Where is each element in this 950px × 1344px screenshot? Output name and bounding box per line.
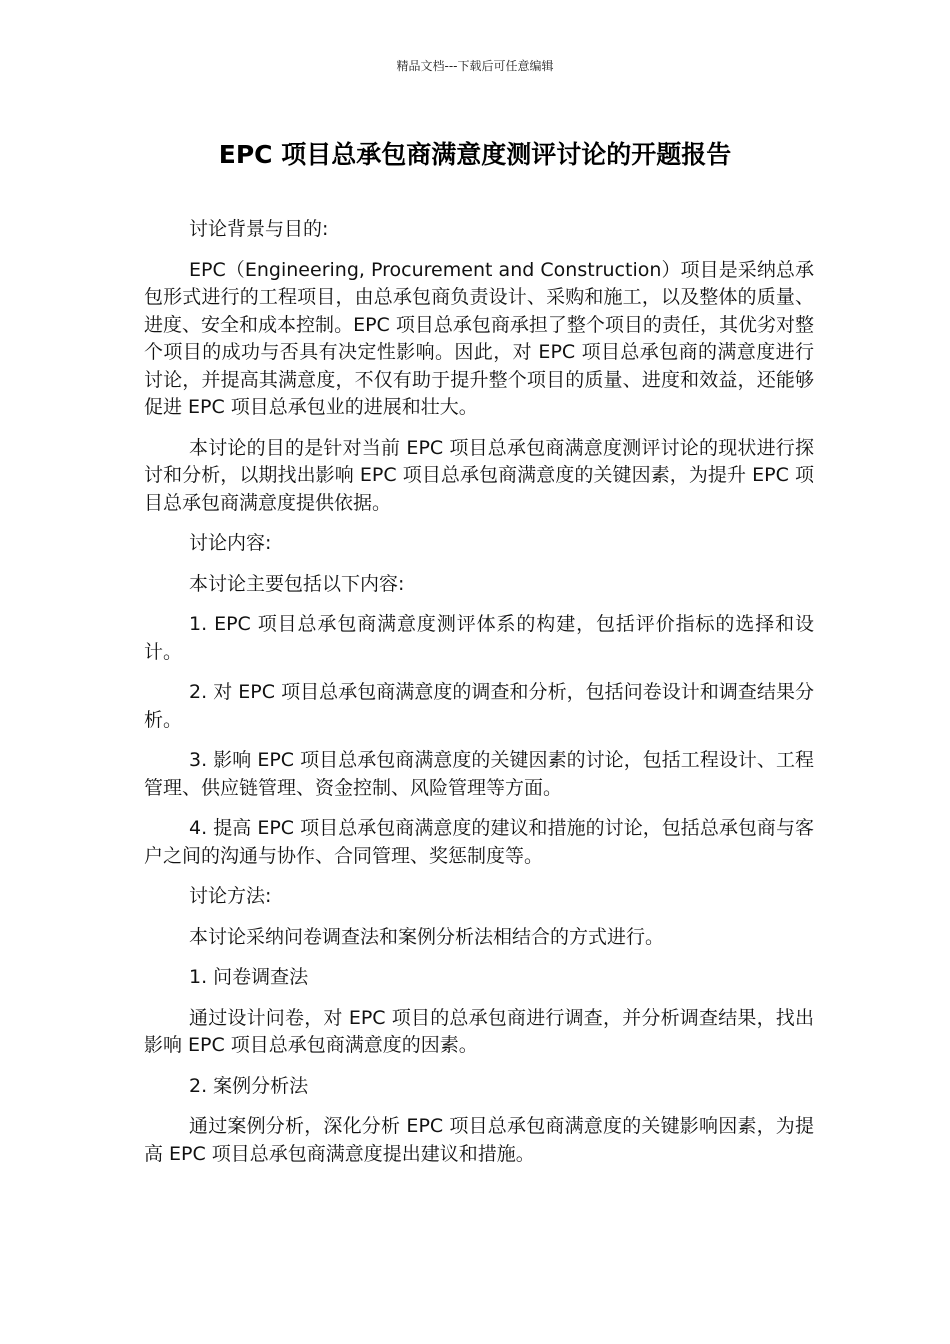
list-item-method-1: 1. 问卷调查法 <box>189 966 309 988</box>
section-heading-method: 讨论方法: <box>189 885 272 907</box>
paragraph-content-intro: 本讨论主要包括以下内容: <box>189 572 405 595</box>
list-item-content-1: 1. EPC 项目总承包商满意度测评体系的构建，包括评价指标的选择和设计。 <box>144 613 814 663</box>
list-item-content-3: 3. 影响 EPC 项目总承包商满意度的关键因素的讨论，包括工程设计、工程管理、供应链管理、资金控制、风险管理等方面。 <box>144 749 814 799</box>
section-heading-background: 讨论背景与目的: <box>189 218 329 240</box>
list-item-method-2: 2. 案例分析法 <box>189 1074 309 1097</box>
paragraph-purpose: 本讨论的目的是针对当前 EPC 项目总承包商满意度测评讨论的现状进行探讨和分析，以期找出影响 EPC 项目总承包商满意度的关键因素，为提升 EPC 项目总承包商满意度提供依据。 <box>144 436 814 514</box>
paragraph-epc-definition: EPC（Engineering, Procurement and Construction）项目是采纳总承包形式进行的工程项目，由总承包商负责设计、采购和施工，以及整体的质量、进度、安全和成本控制。EPC 项目总承包商承担了整个项目的责任，其优劣对整个项目的成功与否具有决定性影响。因此，对 EPC 项目总承包商的满意度进行讨论，并提高其满意度，不仅有助于提升整个项目的质量、进度和效益，还能够促进 EPC 项目总承包业的进展和壮大。 <box>144 258 814 418</box>
page-header: 精品文档---下载后可任意编辑 <box>396 59 554 73</box>
section-heading-content: 讨论内容: <box>189 532 272 554</box>
paragraph-method-intro: 本讨论采纳问卷调查法和案例分析法相结合的方式进行。 <box>189 925 665 948</box>
paragraph-method-1-detail: 通过设计问卷，对 EPC 项目的总承包商进行调查，并分析调查结果，找出影响 EPC 项目总承包商满意度的因素。 <box>144 1006 814 1056</box>
paragraph-method-2-detail: 通过案例分析，深化分析 EPC 项目总承包商满意度的关键影响因素，为提高 EPC 项目总承包商满意度提出建议和措施。 <box>144 1115 814 1165</box>
document-title: EPC 项目总承包商满意度测评讨论的开题报告 <box>218 140 732 169</box>
document-body <box>144 216 814 1181</box>
list-item-content-4: 4. 提高 EPC 项目总承包商满意度的建议和措施的讨论，包括总承包商与客户之间的沟通与协作、合同管理、奖惩制度等。 <box>144 817 814 867</box>
list-item-content-2: 2. 对 EPC 项目总承包商满意度的调查和分析，包括问卷设计和调查结果分析。 <box>144 681 814 731</box>
